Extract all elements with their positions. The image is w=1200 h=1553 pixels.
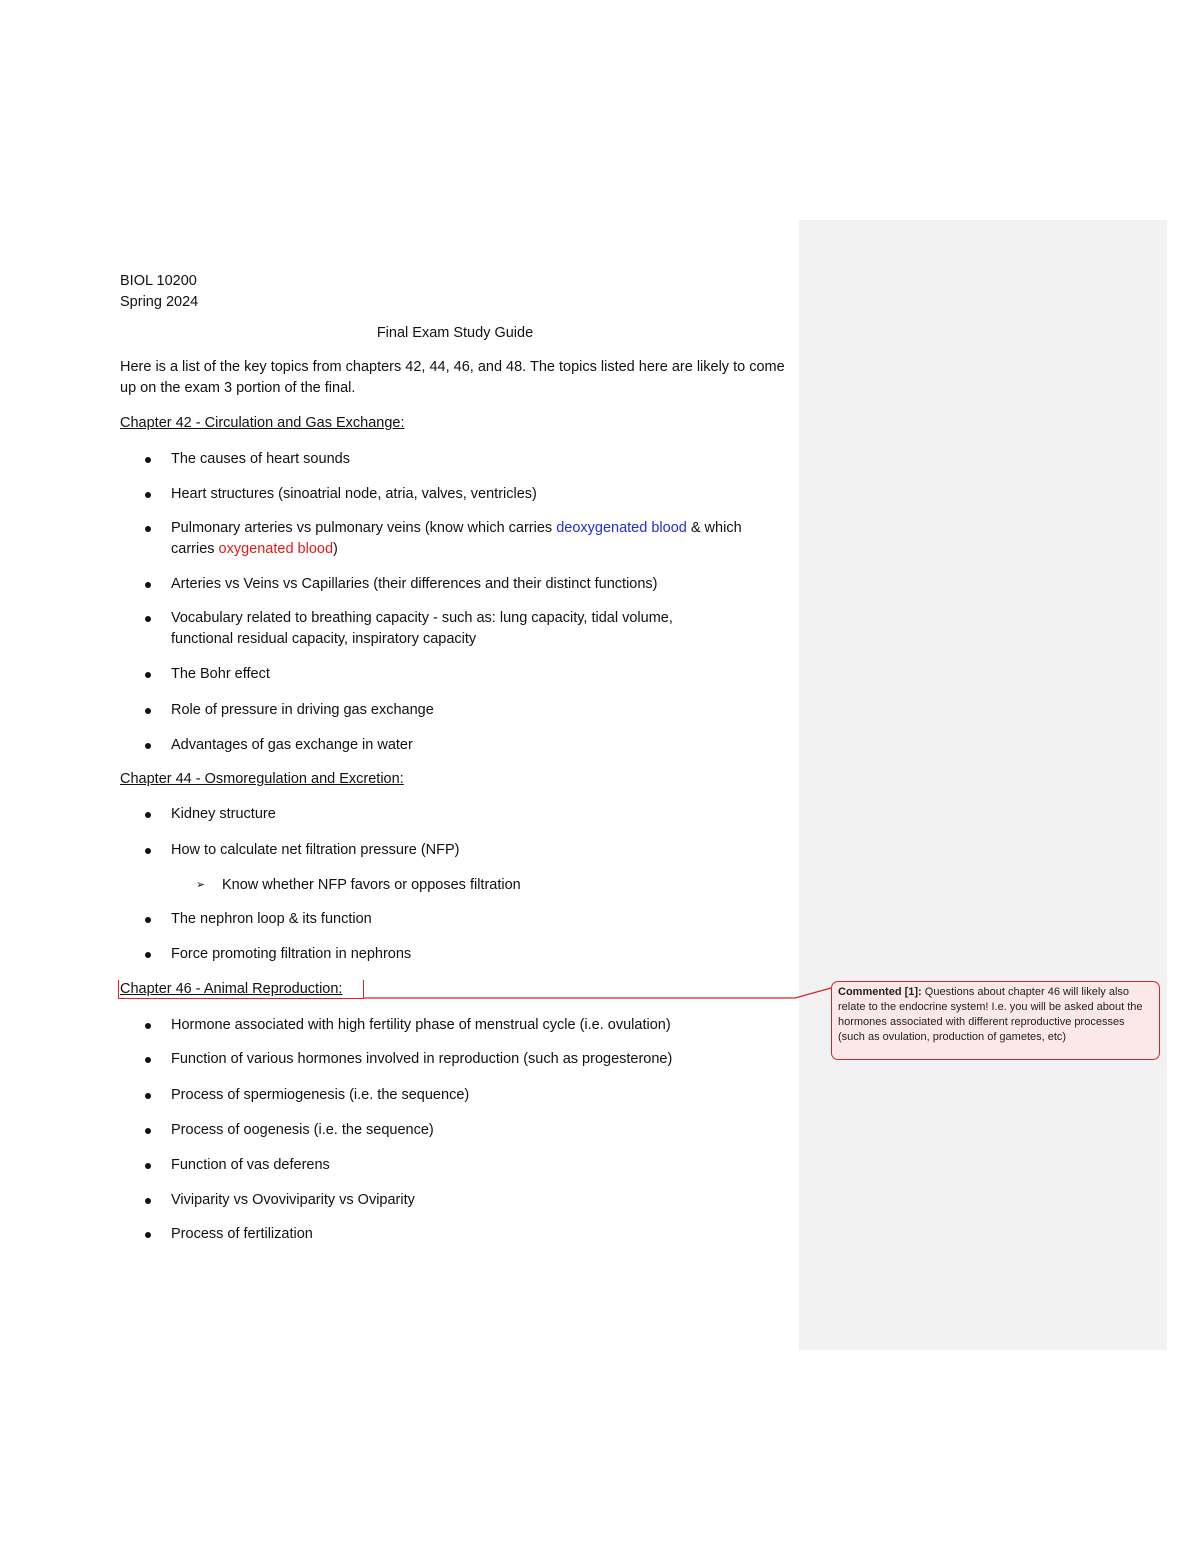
list-item-label: Vocabulary related to breathing capacity - such as: lung capacity, tidal volume, functional residual capacity, inspiratory capacity xyxy=(171,610,673,647)
chapter-44-heading: Chapter 44 - Osmoregulation and Excretion: xyxy=(120,771,404,787)
chapter-46-heading: Chapter 46 - Animal Reproduction: xyxy=(120,981,343,997)
comment-author: Commented [1]: xyxy=(838,986,922,998)
oxygenated-blood-text: oxygenated blood xyxy=(218,541,334,557)
course-code: BIOL 10200 xyxy=(120,273,197,289)
list-item-label: Function of various hormones involved in reproduction (such as progesterone) xyxy=(171,1051,673,1067)
deoxygenated-blood-text: deoxygenated blood xyxy=(556,520,687,536)
list-item-label: Role of pressure in driving gas exchange xyxy=(171,702,434,718)
document-title: Final Exam Study Guide xyxy=(376,325,534,341)
list-item-label: Process of spermiogenesis (i.e. the sequence) xyxy=(171,1087,470,1103)
sub-list-item-label: Know whether NFP favors or opposes filtration xyxy=(222,877,521,893)
list-item-label: Process of fertilization xyxy=(171,1226,313,1242)
arrow-bullet-icon: ➢ xyxy=(196,879,206,891)
comment-bubble[interactable] xyxy=(831,981,1160,1060)
list-item-label: Force promoting filtration in nephrons xyxy=(171,946,412,962)
list-item-label: Hormone associated with high fertility phase of menstrual cycle (i.e. ovulation) xyxy=(171,1017,671,1033)
intro-paragraph: Here is a list of the key topics from chapters 42, 44, 46, and 48. The topics listed here are likely to come up on the exam 3 portion of the final. xyxy=(120,359,785,396)
list-item-label: Arteries vs Veins vs Capillaries (their differences and their distinct functions) xyxy=(171,576,658,592)
list-item-label: The causes of heart sounds xyxy=(171,451,350,467)
list-item-label: Kidney structure xyxy=(171,806,276,822)
pulmonary-prefix: Pulmonary arteries vs pulmonary veins (know which carries xyxy=(171,520,557,536)
comment-text: Questions about chapter 46 will likely also relate to the endocrine system! I.e. you will be asked about the hormones associated with different reproductive processes (such as ovulation, production of gametes, etc) xyxy=(838,986,1143,1043)
list-item-label: The Bohr effect xyxy=(171,666,270,682)
list-item-label: How to calculate net filtration pressure (NFP) xyxy=(171,842,460,858)
pulmonary-middle: & which carries xyxy=(171,520,742,557)
list-item-label: The nephron loop & its function xyxy=(171,911,372,927)
list-item-label: Process of oogenesis (i.e. the sequence) xyxy=(171,1122,434,1138)
term: Spring 2024 xyxy=(120,294,199,310)
list-item-label: Heart structures (sinoatrial node, atria, valves, ventricles) xyxy=(171,486,537,502)
chapter-42-heading: Chapter 42 - Circulation and Gas Exchange: xyxy=(120,415,405,431)
list-item-label: Advantages of gas exchange in water xyxy=(171,737,413,753)
pulmonary-suffix: ) xyxy=(333,541,338,557)
list-item-label: Function of vas deferens xyxy=(171,1157,330,1173)
comment-connector-line xyxy=(364,988,831,998)
list-item-label: Viviparity vs Ovoviviparity vs Oviparity xyxy=(171,1192,415,1208)
